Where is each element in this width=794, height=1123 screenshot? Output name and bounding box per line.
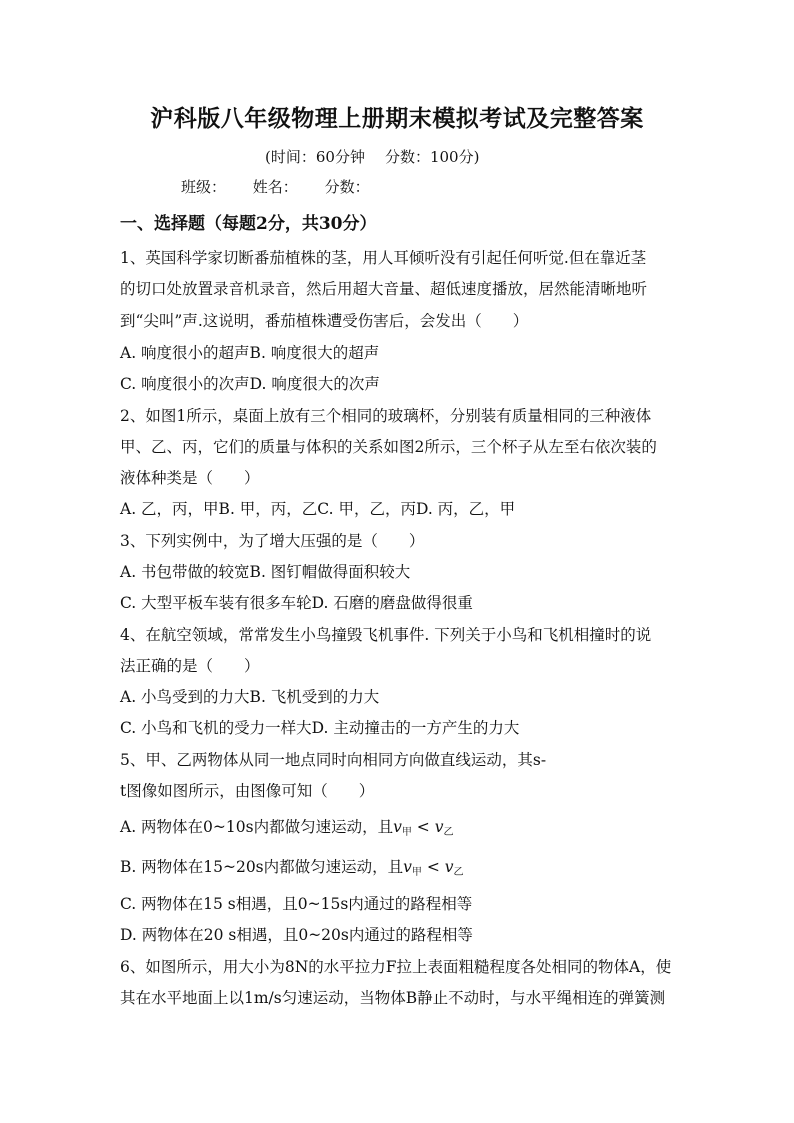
answer-option: C. 小鸟和飞机的受力一样大D. 主动撞击的一方产生的力大 bbox=[120, 719, 520, 737]
question-text: 1、英国科学家切断番茄植株的茎，用人耳倾听没有引起任何听觉.但在靠近茎 bbox=[120, 249, 647, 267]
class-label: 班级： bbox=[181, 178, 227, 196]
question-text: 4、在航空领域，常常发生小鸟撞毁飞机事件. 下列关于小鸟和飞机相撞时的说 bbox=[120, 626, 652, 644]
answer-option: A. 响度很小的超声B. 响度很大的超声 bbox=[120, 344, 380, 362]
score-label: 分数： bbox=[324, 178, 370, 196]
name-label: 姓名： bbox=[252, 178, 298, 196]
exam-total-score: 分数：100分) bbox=[384, 148, 480, 166]
answer-option: A. 小鸟受到的力大B. 飞机受到的力大 bbox=[120, 688, 380, 706]
answer-option: C. 两物体在15 s相遇，且0~15s内通过的路程相等 bbox=[120, 895, 473, 913]
answer-option: A. 两物体在0~10s内都做匀速运动，且v甲 < v乙 bbox=[120, 818, 454, 838]
student-info bbox=[181, 176, 392, 197]
page-title: 沪科版八年级物理上册期末模拟考试及完整答案 bbox=[150, 105, 644, 132]
question-text: 液体种类是（ ） bbox=[120, 469, 260, 487]
section-heading: 一、选择题（每题2分，共30分） bbox=[120, 214, 377, 234]
question-text: 的切口处放置录音机录音，然后用超大音量、超低速度播放，居然能清晰地听 bbox=[120, 280, 648, 298]
answer-option: C. 大型平板车装有很多车轮D. 石磨的磨盘做得很重 bbox=[120, 594, 473, 612]
question-text: 甲、乙、丙，它们的质量与体积的关系如图2所示，三个杯子从左至右依次装的 bbox=[120, 438, 657, 456]
exam-meta bbox=[265, 146, 479, 167]
question-text: 2、如图1所示，桌面上放有三个相同的玻璃杯，分别装有质量相同的三种液体 bbox=[120, 407, 652, 425]
question-text: 6、如图所示，用大小为8N的水平拉力F拉上表面粗糙程度各处相同的物体A，使 bbox=[120, 958, 672, 976]
question-text: 其在水平地面上以1m/s匀速运动，当物体B静止不动时，与水平绳相连的弹簧测 bbox=[120, 989, 666, 1007]
answer-option: A. 书包带做的较宽B. 图钉帽做得面积较大 bbox=[120, 563, 411, 581]
question-text: t图像如图所示，由图像可知（ ） bbox=[120, 782, 375, 800]
question-text: 到“尖叫”声.这说明，番茄植株遭受伤害后，会发出（ ） bbox=[120, 312, 529, 330]
question-text: 5、甲、乙两物体从同一地点同时向相同方向做直线运动，其s- bbox=[120, 751, 547, 769]
answer-option: C. 响度很小的次声D. 响度很大的次声 bbox=[120, 375, 380, 393]
answer-option: A. 乙，丙，甲B. 甲，丙，乙C. 甲，乙，丙D. 丙，乙，甲 bbox=[120, 500, 516, 518]
answer-option: D. 两物体在20 s相遇，且0~20s内通过的路程相等 bbox=[120, 926, 473, 944]
answer-option: B. 两物体在15~20s内都做匀速运动，且v甲 < v乙 bbox=[120, 858, 464, 878]
exam-time: (时间：60分钟 bbox=[265, 148, 365, 166]
question-text: 3、下列实例中，为了增大压强的是（ ） bbox=[120, 532, 425, 550]
question-text: 法正确的是（ ） bbox=[120, 657, 260, 675]
